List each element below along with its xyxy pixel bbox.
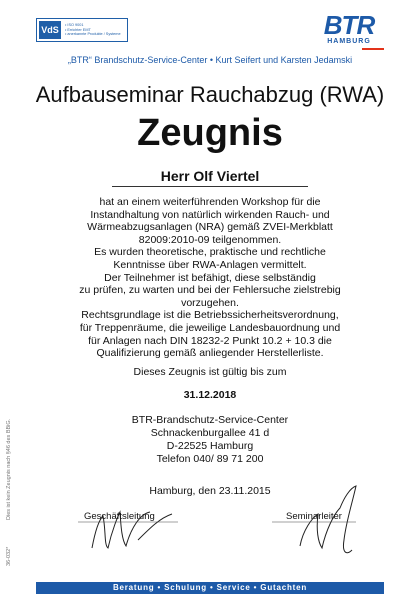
- body-line: für Anlagen nach DIN 18232-2 Punkt 10.2 + 10.3 die: [88, 334, 332, 347]
- address-line: Schnackenburgallee 41 d: [150, 427, 270, 439]
- recipient-name: Herr Olf Viertel: [160, 168, 260, 184]
- body-line: Kenntnisse über RWA-Anlagen vermittelt.: [113, 258, 307, 271]
- body-line: Der Teilnehmer ist befähigt, diese selbständig: [104, 271, 316, 284]
- body-line: Es wurden theoretische, praktische und rechtliche: [94, 246, 326, 259]
- validity-date: 31.12.2018: [183, 389, 237, 401]
- side-form-code: 36-032*: [6, 546, 12, 566]
- validity-text: Dieses Zeugnis ist gültig bis zum: [133, 366, 287, 378]
- vds-line: • anerkannte Produkte / Systeme: [65, 32, 121, 37]
- body-line: für Treppenräume, die jeweilige Landesbauordnung und: [79, 321, 341, 334]
- place-and-date: Hamburg, den 23.11.2015: [149, 485, 271, 497]
- vds-line: • ISO 9001: [65, 23, 84, 28]
- vds-logo: VdS: [39, 21, 61, 39]
- body-line: zu prüfen, zu warten und bei der Fehlersuche zielstrebig: [79, 284, 341, 297]
- body-line: hat an einem weiterführenden Workshop für die: [99, 196, 321, 208]
- vds-line: • Errichter EMT: [65, 27, 91, 32]
- body-line: Instandhaltung von natürlich wirkenden Rauch- und: [90, 208, 330, 221]
- signature-label-instructor: Seminarleiter: [286, 511, 342, 522]
- address-line: D-22525 Hamburg: [166, 440, 254, 452]
- body-line: Rechtsgrundlage ist die Betriebssicherheitsverordnung,: [81, 309, 339, 322]
- document-title: Zeugnis: [137, 112, 283, 154]
- body-line: Wärmeabzugsanlagen (NRA) gemäß ZVEI-Merkblatt: [87, 221, 333, 234]
- address-line: BTR-Brandschutz-Service-Center: [131, 414, 289, 426]
- body-line: vorzugehen.: [181, 296, 239, 309]
- organization-line: „BTR“ Brandschutz-Service-Center • Kurt Seifert und Karsten Jedamski: [67, 55, 353, 65]
- body-line: 82009:2010-09 teilgenommen.: [138, 233, 282, 246]
- body-line: Qualifizierung gemäß anliegender Herstellerliste.: [96, 347, 324, 360]
- footer-services-bar: Beratung • Schulung • Service • Gutachten: [36, 582, 384, 594]
- signature-label-management: Geschäftsleitung: [84, 511, 155, 522]
- btr-logo-text: BTR: [323, 10, 375, 40]
- btr-logo-subtext: HAMBURG: [327, 38, 371, 45]
- address-line: Telefon 040/ 89 71 200: [156, 453, 264, 465]
- side-disclaimer: Dies ist kein Zeugnis nach §46 des BBiG.: [6, 418, 12, 520]
- seminar-title: Aufbauseminar Rauchabzug (RWA): [35, 82, 385, 107]
